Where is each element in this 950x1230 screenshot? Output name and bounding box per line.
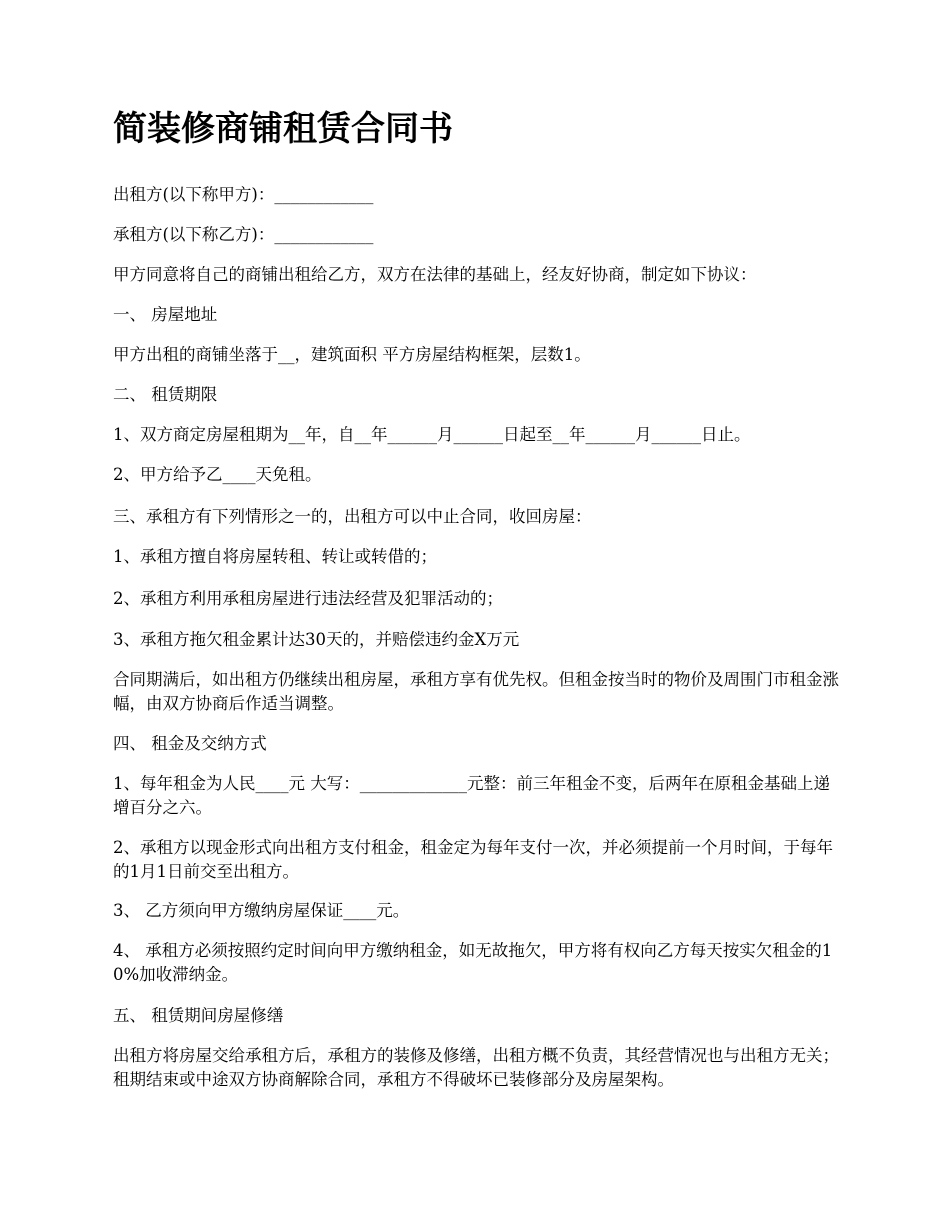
section-heading-rent: 四、 租金及交纳方式 [113, 734, 267, 753]
agreement-intro: 甲方同意将自己的商铺出租给乙方，双方在法律的基础上，经友好协商，制定如下协议： [113, 265, 757, 284]
repairs-clause: 出租方将房屋交给承租方后，承租方的装修及修缮，出租方概不负责，其经营情况也与出租方无关；租期结束或中途双方协商解除合同，承租方不得破坏已装修部分及房屋架构。 [113, 1046, 839, 1089]
term-clause-2: 2、甲方给予乙____天免租。 [113, 465, 322, 484]
address-clause: 甲方出租的商铺坐落于__，建筑面积 平方房屋结构框架，层数1。 [113, 345, 591, 364]
rent-clause-3: 3、 乙方须向甲方缴纳房屋保证____元。 [113, 901, 410, 920]
renewal-clause: 合同期满后，如出租方仍继续出租房屋，承租方享有优先权。但租金按当时的物价及周围门市租金涨幅，由双方协商后作适当调整。 [113, 670, 839, 713]
section-heading-termination: 三、承租方有下列情形之一的，出租方可以中止合同，收回房屋： [113, 507, 592, 526]
term-clause-1: 1、双方商定房屋租期为__年，自__年______月______日起至__年______月______日止。 [113, 425, 751, 444]
termination-clause-3: 3、承租方拖欠租金累计达30天的，并赔偿违约金X万元 [113, 630, 520, 649]
termination-clause-1: 1、承租方擅自将房屋转租、转让或转借的； [113, 547, 437, 566]
section-heading-address: 一、 房屋地址 [113, 305, 218, 324]
lessee-line: 承租方(以下称乙方)：____________ [113, 225, 374, 244]
rent-clause-4: 4、 承租方必须按照约定时间向甲方缴纳租金，如无故拖欠，甲方将有权向乙方每天按实欠租金的10%加收滞纳金。 [113, 941, 833, 984]
lessor-line: 出租方(以下称甲方)：____________ [113, 185, 374, 204]
section-heading-term: 二、 租赁期限 [113, 385, 218, 404]
rent-clause-2: 2、承租方以现金形式向出租方支付租金，租金定为每年支付一次，并必须提前一个月时间，于每年的1月1日前交至出租方。 [113, 838, 833, 881]
document-title: 简装修商铺租赁合同书 [113, 109, 453, 149]
rent-clause-1: 1、每年租金为人民____元 大写：_____________元整：前三年租金不变，后两年在原租金基础上递增百分之六。 [113, 774, 830, 817]
termination-clause-2: 2、承租方利用承租房屋进行违法经营及犯罪活动的； [113, 589, 503, 608]
section-heading-repairs: 五、 租赁期间房屋修缮 [113, 1006, 284, 1025]
